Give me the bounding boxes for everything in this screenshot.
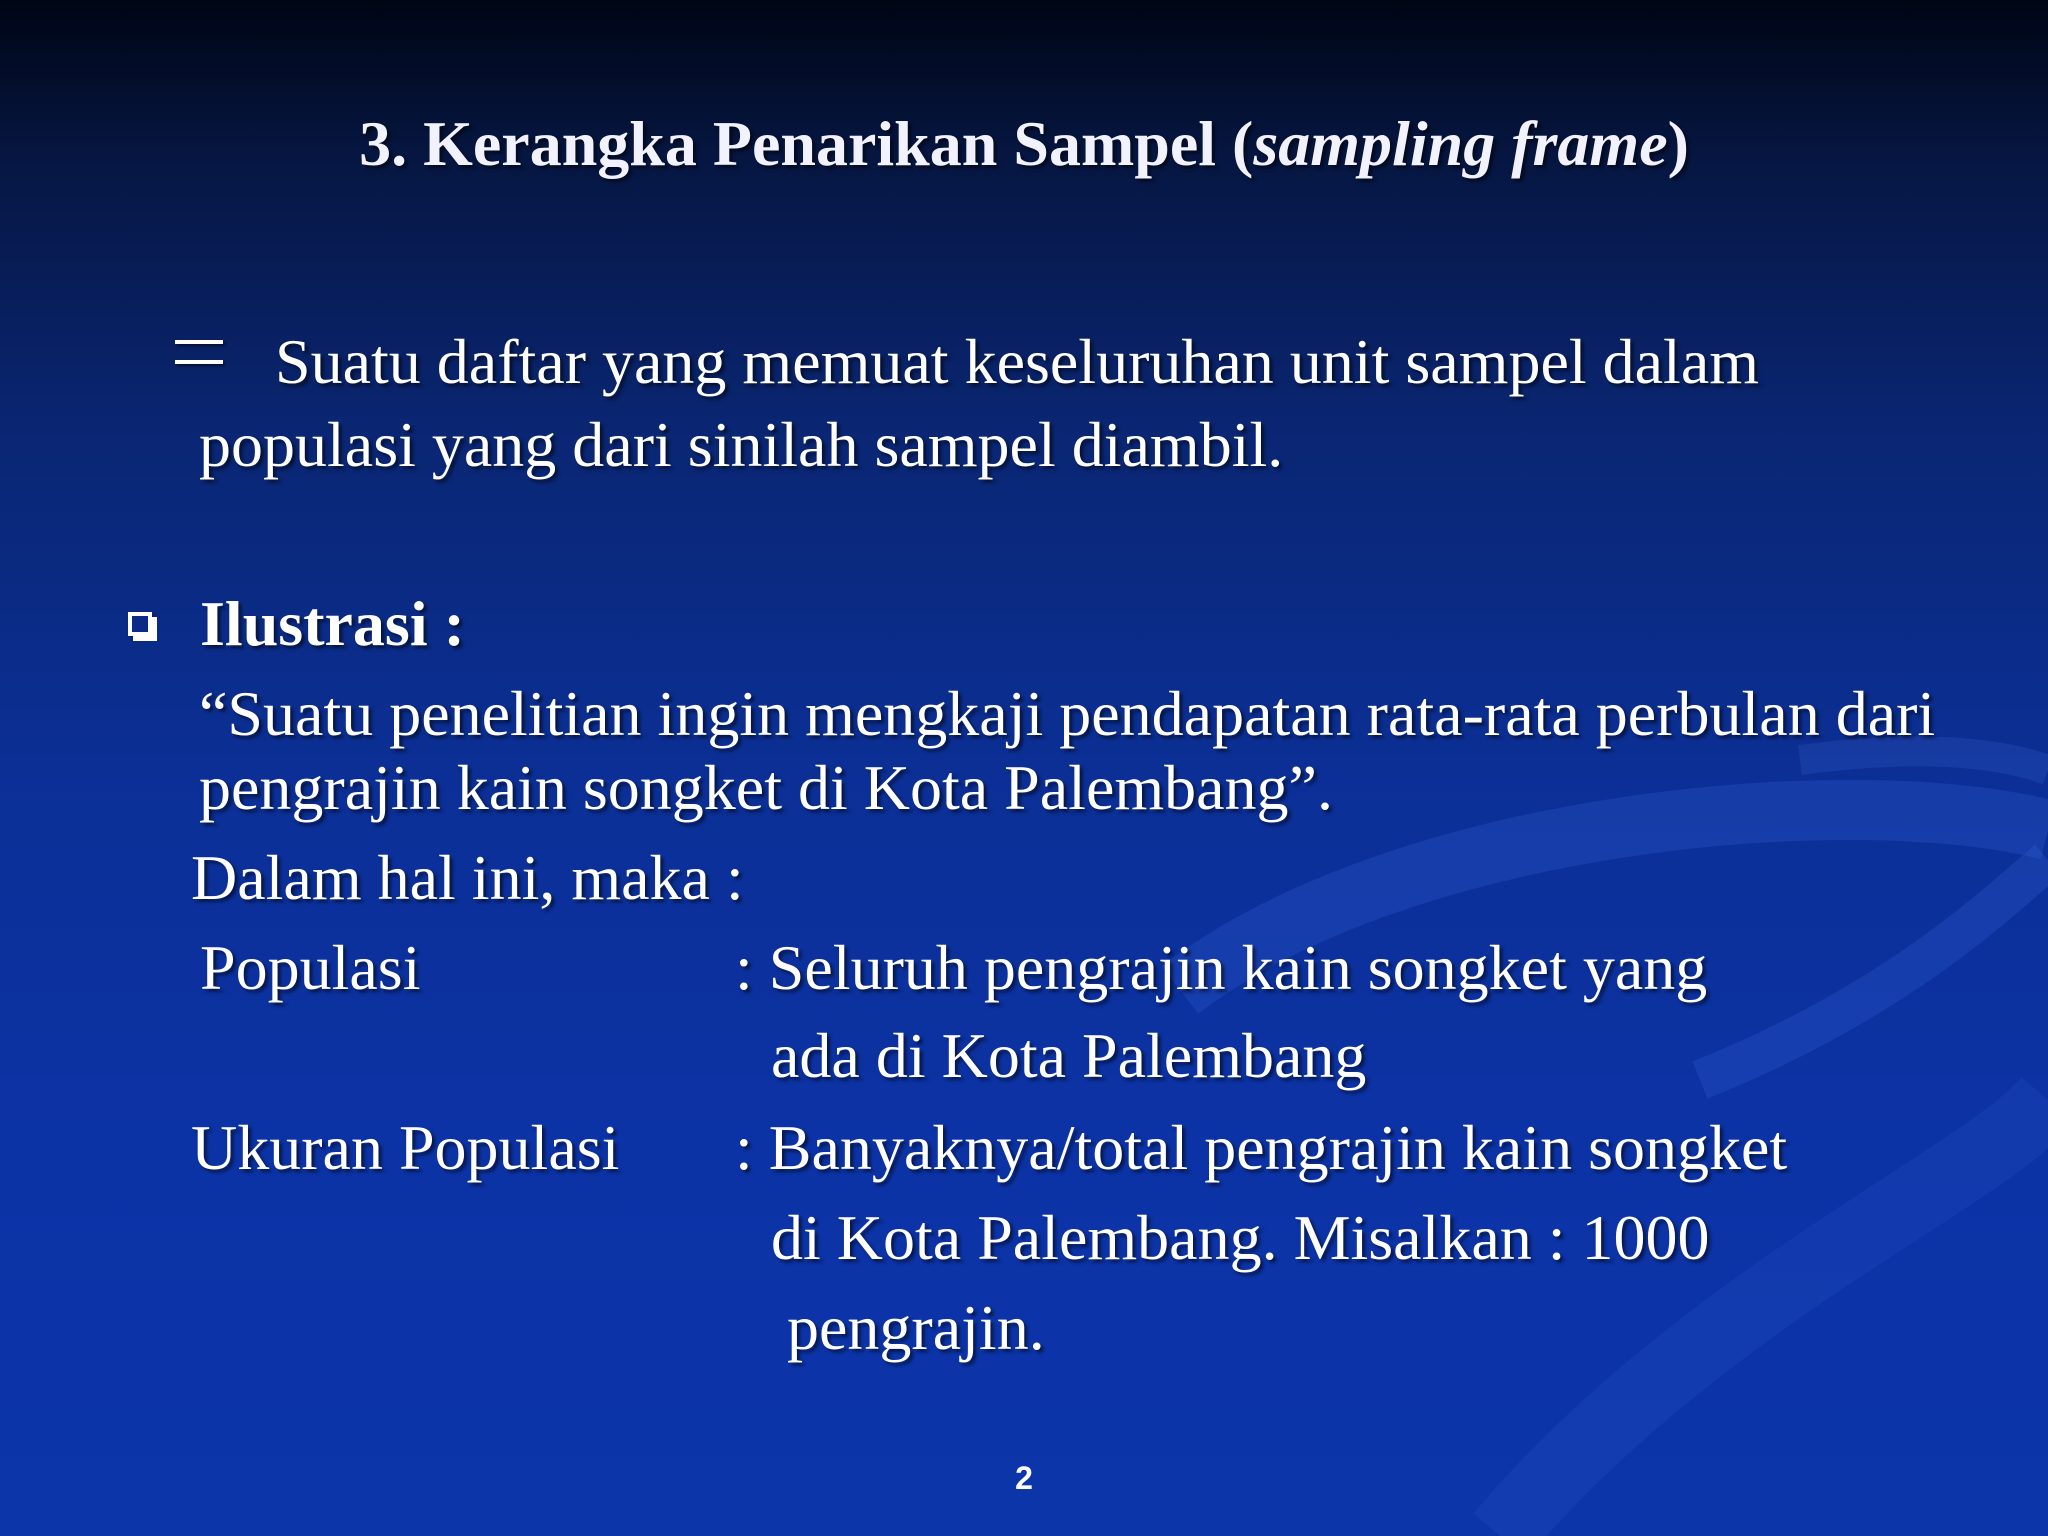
slide-title-suffix: ) bbox=[1667, 108, 1689, 179]
definition-line-2: populasi yang dari sinilah sampel diambil. bbox=[199, 409, 1284, 480]
populasi-value-line-1: : Seluruh pengrajin kain songket yang bbox=[735, 932, 1708, 1003]
quote-line-1: “Suatu penelitian ingin mengkaji pendapatan rata-rata perbulan dari bbox=[199, 678, 1936, 749]
ukuran-value-line-2: di Kota Palembang. Misalkan : 1000 bbox=[771, 1202, 1710, 1273]
illustration-heading: Ilustrasi : bbox=[200, 588, 465, 659]
slide-title-prefix: 3. Kerangka Penarikan Sampel ( bbox=[359, 108, 1254, 179]
page-number: 2 bbox=[1015, 1460, 1033, 1496]
populasi-value-line-2: ada di Kota Palembang bbox=[771, 1020, 1367, 1091]
definition-line-1: Suatu daftar yang memuat keseluruhan unit sampel dalam bbox=[275, 326, 1759, 397]
ukuran-value-line-3: pengrajin. bbox=[787, 1292, 1045, 1363]
ukuran-populasi-label: Ukuran Populasi bbox=[191, 1112, 620, 1183]
slide-title bbox=[0, 108, 2048, 179]
populasi-label: Populasi bbox=[200, 932, 421, 1003]
equals-bullet-icon bbox=[175, 340, 223, 368]
quote-line-2: pengrajin kain songket di Kota Palembang”. bbox=[199, 752, 1333, 823]
ukuran-value-line-1: : Banyaknya/total pengrajin kain songket bbox=[735, 1112, 1788, 1183]
checkbox-bullet-icon bbox=[128, 612, 152, 636]
slide-title-italic: sampling frame bbox=[1253, 108, 1668, 179]
intro-text: Dalam hal ini, maka : bbox=[191, 842, 744, 913]
